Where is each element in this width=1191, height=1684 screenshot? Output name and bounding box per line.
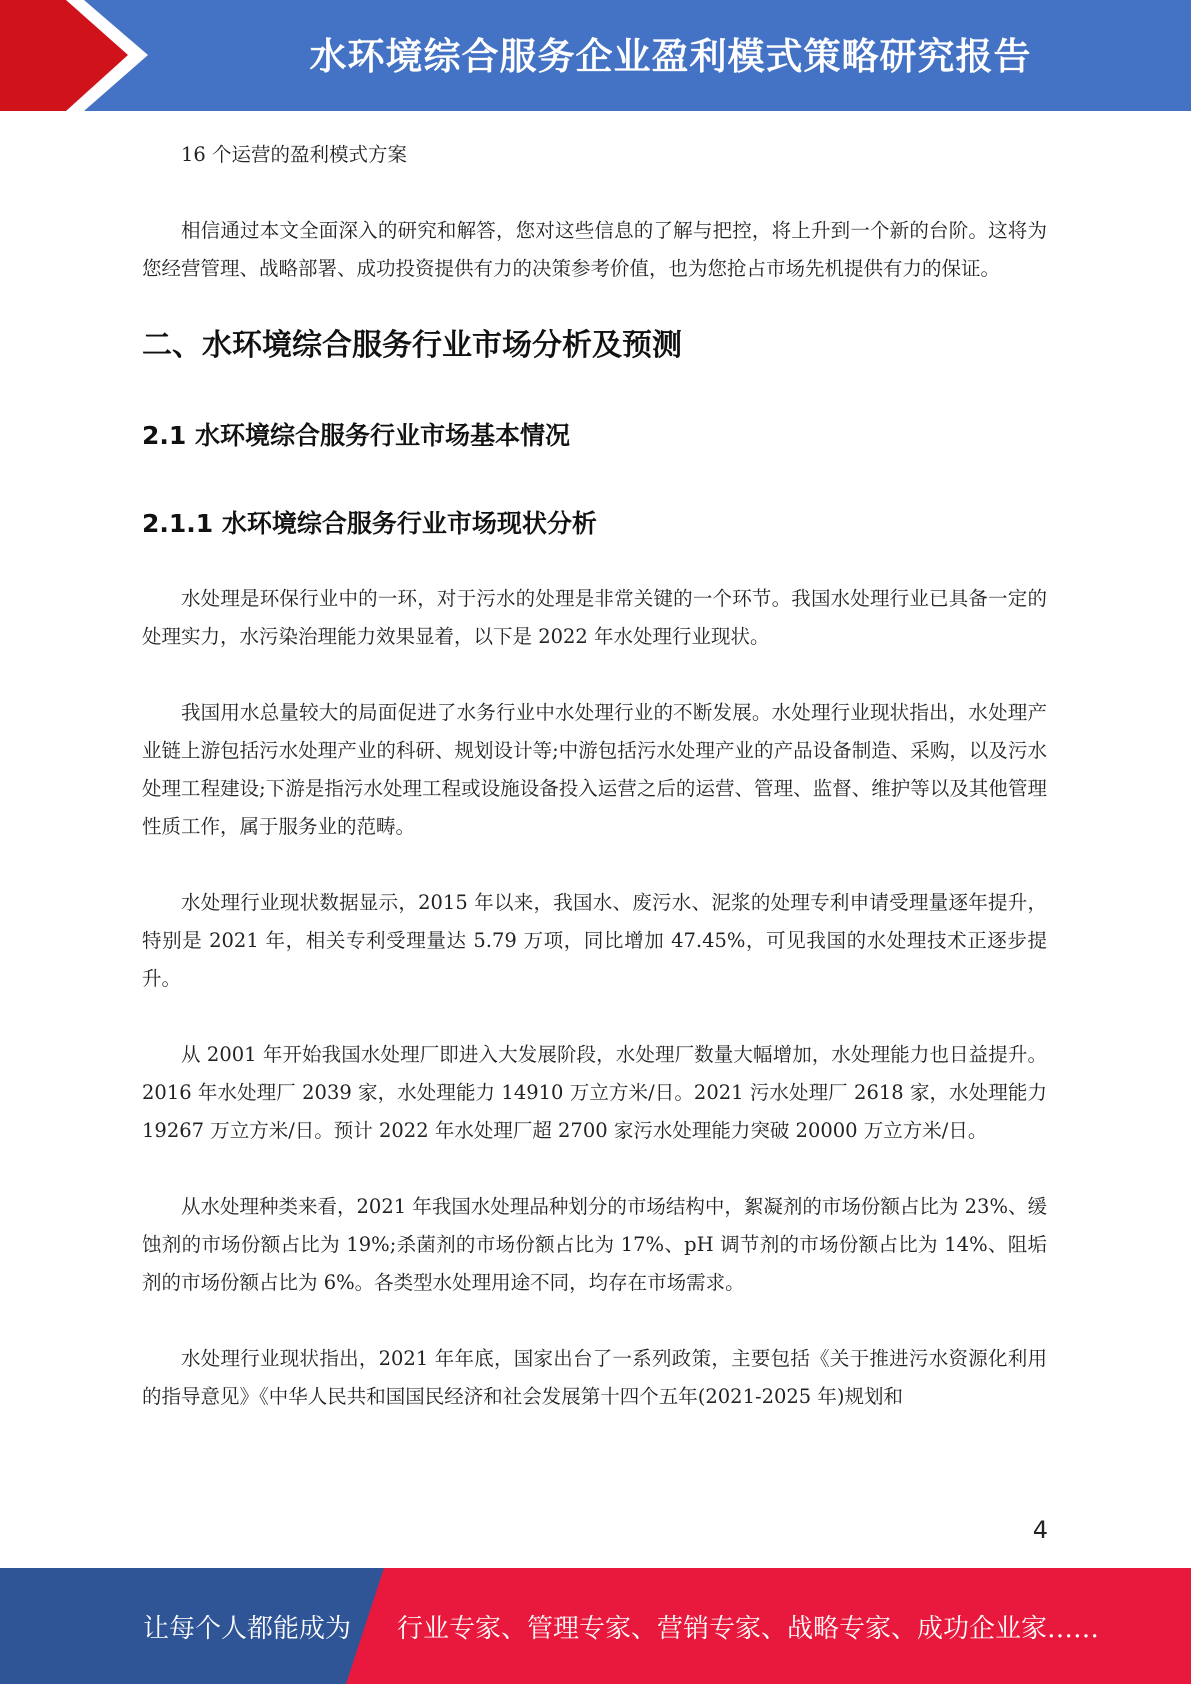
paragraph-1: 水处理是环保行业中的一环，对于污水的处理是非常关键的一个环节。我国水处理行业已具备一定的处理实力，水污染治理能力效果显着，以下是 2022 年水处理行业现状。	[142, 587, 1047, 648]
footer-slogan-left: 让每个人都能成为	[143, 1614, 352, 1644]
report-title: 水环境综合服务企业盈利模式策略研究报告	[309, 35, 1032, 78]
page-number: 4	[1032, 1516, 1048, 1544]
paragraph-4: 从 2001 年开始我国水处理厂即进入大发展阶段，水处理厂数量大幅增加，水处理能力也日益提升。2016 年水处理厂 2039 家，水处理能力 14910 万立方米/日。2021 污水处理厂 2618 家，水处理能力 19267 万立方米/日。预计 2022 年水处理厂超 2700 家污水处理能力突破 20000 万立方米/日。	[142, 1043, 1047, 1142]
paragraph-3: 水处理行业现状数据显示，2015 年以来，我国水、废污水、泥浆的处理专利申请受理量逐年提升，特别是 2021 年，相关专利受理量达 5.79 万项，同比增加 47.45%，可见我国的水处理技术正逐步提升。	[142, 891, 1047, 990]
paragraph-2: 我国用水总量较大的局面促进了水务行业中水处理行业的不断发展。水处理行业现状指出，水处理产业链上游包括污水处理产业的科研、规划设计等;中游包括污水处理产业的产品设备制造、采购，以及污水处理工程建设;下游是指污水处理工程或设施设备投入运营之后的运营、管理、监督、维护等以及其他管理性质工作，属于服务业的范畴。	[142, 701, 1047, 838]
subsubsection-heading: 2.1.1 水环境综合服务行业市场现状分析	[142, 509, 597, 538]
section-heading: 二、水环境综合服务行业市场分析及预测	[142, 328, 682, 363]
subsection-heading: 2.1 水环境综合服务行业市场基本情况	[142, 421, 570, 450]
header-banner	[0, 0, 1191, 111]
lead-line: 16 个运营的盈利模式方案	[181, 143, 408, 166]
footer-slogan-right: 行业专家、管理专家、营销专家、战略专家、成功企业家……	[397, 1614, 1100, 1644]
paragraph-6: 水处理行业现状指出，2021 年年底，国家出台了一系列政策，主要包括《关于推进污水资源化利用的指导意见》《中华人民共和国国民经济和社会发展第十四个五年(2021-2025 年)规划和	[142, 1347, 1047, 1408]
page-content	[142, 136, 1047, 1416]
footer-banner	[0, 1568, 1191, 1684]
paragraph-5: 从水处理种类来看，2021 年我国水处理品种划分的市场结构中，絮凝剂的市场份额占比为 23%、缓蚀剂的市场份额占比为 19%;杀菌剂的市场份额占比为 17%、pH 调节剂的市场份额占比为 14%、阻垢剂的市场份额占比为 6%。各类型水处理用途不同，均存在市场需求。	[142, 1195, 1047, 1294]
intro-paragraph: 相信通过本文全面深入的研究和解答，您对这些信息的了解与把控，将上升到一个新的台阶。这将为您经营管理、战略部署、成功投资提供有力的决策参考价值，也为您抢占市场先机提供有力的保证。	[142, 219, 1047, 280]
